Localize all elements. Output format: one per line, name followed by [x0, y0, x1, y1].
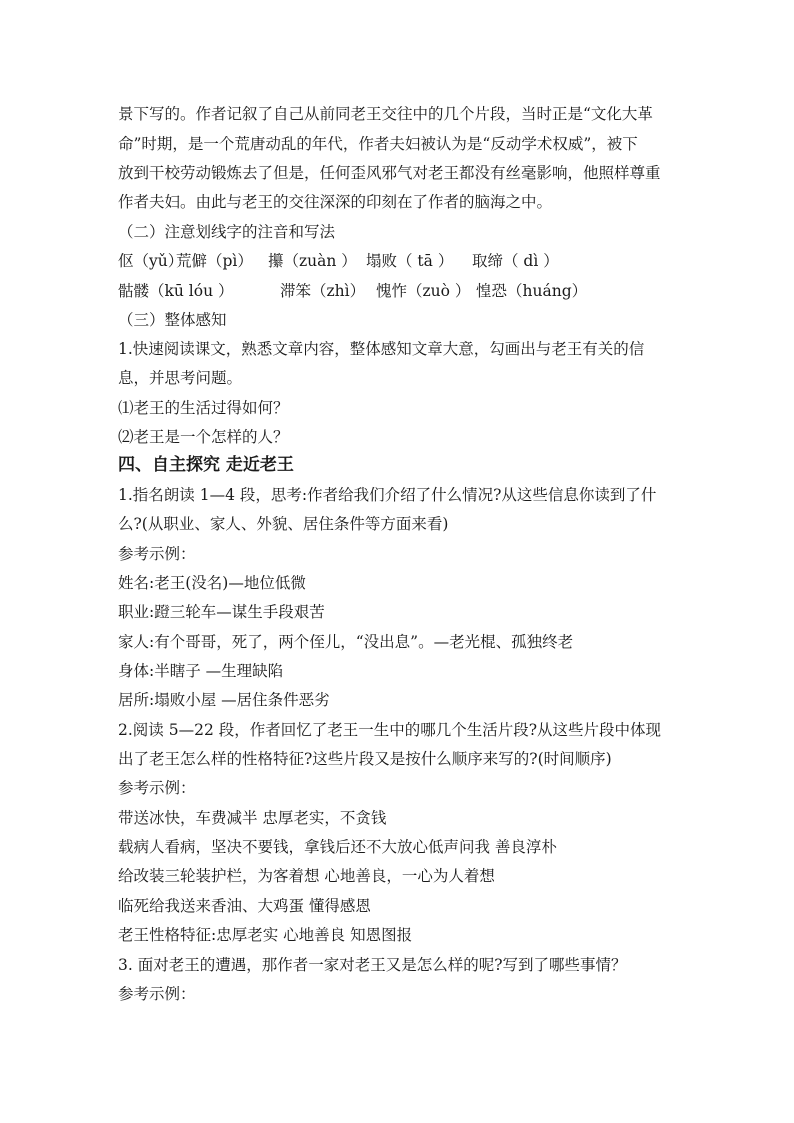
pinyin-word: 滞笨（zhì） [280, 282, 366, 300]
s4-q3: 3. 面对老王的遭遇，那作者一家对老王又是怎么样的呢?写到了哪些事情？ [118, 956, 627, 974]
section4-heading: 四、自主探究 走近老王 [118, 455, 294, 475]
s4-q1-line-2: 么?(从职业、家人、外貌、居住条件等方面来看) [118, 515, 449, 533]
question-2: ⑵老王是一个怎样的人？ [118, 428, 289, 446]
intro-line-3: 放到干校劳动锻炼去了但是，任何歪风邪气对老王都没有丝毫影响，他照样尊重 [118, 164, 661, 182]
question-1: ⑴老王的生活过得如何？ [118, 399, 289, 417]
reference-label: 参考示例： [118, 545, 196, 563]
answer-line: 身体:半瞎子 —生理缺陷 [118, 662, 284, 680]
intro-line-4: 作者夫妇。由此与老王的交往深深的印刻在了作者的脑海之中。 [118, 193, 553, 211]
answer-line: 居所:塌败小屋 —居住条件恶劣 [118, 691, 330, 709]
pinyin-word: 伛（yǔ） [118, 252, 184, 270]
pinyin-word: 取缔（ dì ） [472, 252, 559, 270]
s4-q2-line-1: 2.阅读 5—22 段，作者回忆了老王一生中的哪几个生活片段?从这些片段中体现 [118, 721, 662, 739]
s4-q2-line-2: 出了老王怎么样的性格特征?这些片段又是按什么顺序来写的?(时间顺序) [118, 750, 612, 768]
reference-label: 参考示例： [118, 779, 196, 797]
answer-line: 职业:蹬三轮车—谋生手段艰苦 [118, 603, 325, 621]
answer-line: 临死给我送来香油、大鸡蛋 懂得感恩 [118, 897, 371, 915]
pinyin-word: 骷髅（kū lóu ） [118, 282, 234, 300]
pinyin-word: 惶恐（huáng） [476, 282, 588, 300]
pinyin-word: 愧怍（zuò ） [376, 282, 471, 300]
pinyin-word: 塌败（ tā ） [366, 252, 454, 270]
pinyin-row-2 [118, 281, 683, 301]
intro-line-2: 命”时期，是一个荒唐动乱的年代，作者夫妇被认为是“反动学术权威”，被下 [118, 135, 638, 153]
pinyin-row-1 [118, 251, 683, 271]
task-line-2: 息，并思考问题。 [118, 369, 243, 387]
answer-line: 给改装三轮装护栏，为客着想 心地善良，一心为人着想 [118, 867, 495, 885]
answer-line: 带送冰快，车费减半 忠厚老实，不贪钱 [118, 809, 387, 827]
section2-title: （二）注意划线字的注音和写法 [118, 223, 336, 241]
answer-line: 姓名:老王(没名)—地位低微 [118, 574, 306, 592]
pinyin-word: 荒僻（pì） [176, 252, 253, 270]
s4-q1-line-1: 1.指名朗读 1—4 段，思考:作者给我们介绍了什么情况?从这些信息你读到了什 [118, 486, 657, 504]
task-line-1: 1.快速阅读课文，熟悉文章内容，整体感知文章大意，勾画出与老王有关的信 [118, 340, 645, 358]
section3-title: （三）整体感知 [118, 311, 227, 329]
pinyin-word: 攥（zuàn ） [268, 252, 357, 270]
reference-label: 参考示例： [118, 985, 196, 1003]
answer-line: 载病人看病，坚决不要钱，拿钱后还不大放心低声问我 善良淳朴 [118, 838, 557, 856]
intro-line-1: 景下写的。作者记叙了自己从前同老王交往中的几个片段，当时正是“文化大革 [118, 105, 653, 123]
answer-line: 老王性格特征:忠厚老实 心地善良 知恩图报 [118, 926, 413, 944]
answer-line: 家人:有个哥哥，死了，两个侄儿，“没出息”。—老光棍、孤独终老 [118, 633, 574, 651]
